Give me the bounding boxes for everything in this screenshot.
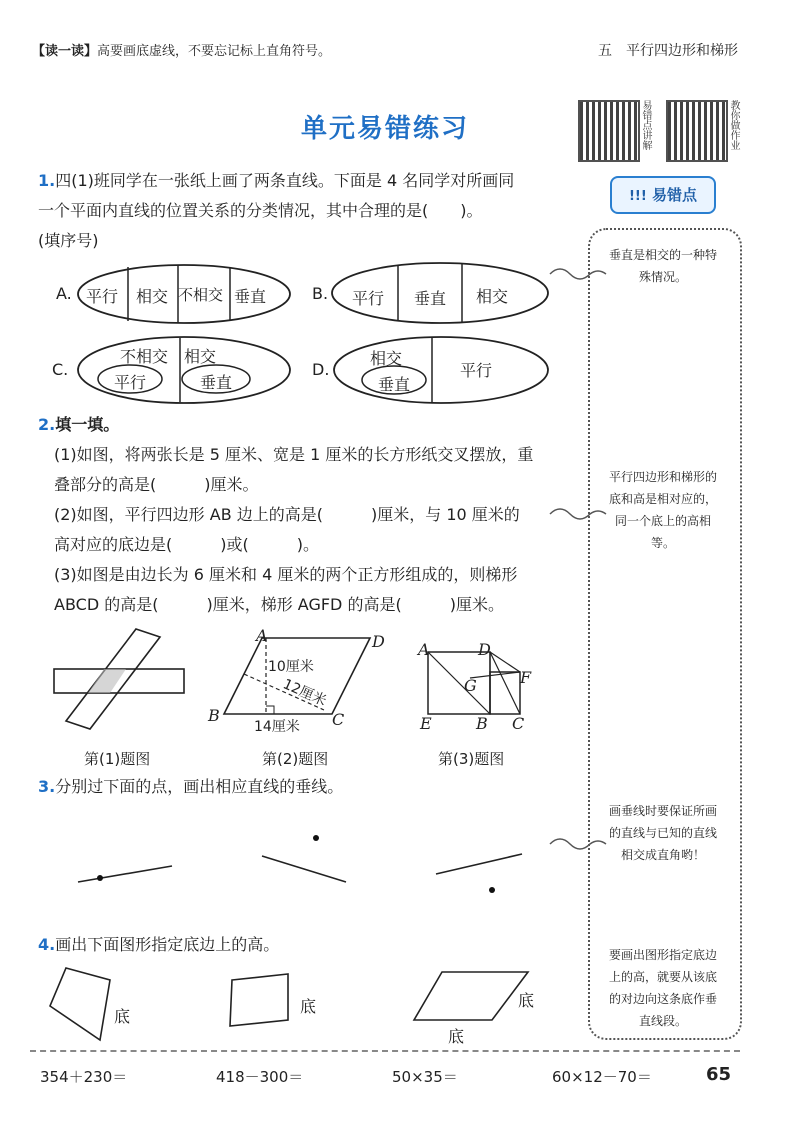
option-c-outer-2: 相交 <box>184 347 217 366</box>
qr-code-icon[interactable] <box>578 100 640 162</box>
q4-base-label-4: 底 <box>448 1027 465 1046</box>
q1-line2: 一个平面内直线的位置关系的分类情况，其中合理的是( )。 <box>38 201 483 220</box>
qr-caption-right: 教你做作业 <box>728 100 739 150</box>
option-d-right: 平行 <box>460 361 493 380</box>
arith-1: 354＋230＝ <box>40 1068 128 1086</box>
fig3-label-d: D <box>478 640 491 659</box>
option-b-part-1: 平行 <box>352 289 385 308</box>
q4-base-label-3: 底 <box>518 991 535 1010</box>
q3-number: 3. <box>38 777 56 796</box>
fig2-base-14: 14厘米 <box>254 719 300 735</box>
fig3-label-g: G <box>464 676 477 695</box>
q4-base-label-1: 底 <box>114 1007 131 1026</box>
fig3-label-e: E <box>420 714 432 733</box>
footer-divider <box>30 1050 740 1052</box>
q2-p2b: 高对应的底边是( )或( )。 <box>54 535 319 554</box>
q1-line1: 四(1)班同学在一张纸上画了两条直线。下面是 4 名同学对所画同 <box>55 171 515 190</box>
q2-p1b: 叠部分的高是( )厘米。 <box>54 475 259 494</box>
notes-sidebar <box>588 228 742 1040</box>
fig3-label-c: C <box>512 714 525 733</box>
option-c-inner-2: 垂直 <box>200 373 233 392</box>
q3-text <box>38 772 343 802</box>
q4-shapes <box>44 962 544 1044</box>
q1-text <box>38 166 558 256</box>
reading-tip-text: 高要画底虚线，不要忘记标上直角符号。 <box>97 44 332 59</box>
fig3-label-a: A <box>418 640 430 659</box>
option-c-outer-1: 不相交 <box>120 347 169 366</box>
caption-fig1: 第(1)题图 <box>84 750 151 768</box>
caption-fig2: 第(2)题图 <box>262 750 329 768</box>
exclaim-icon: !!! <box>628 189 647 204</box>
q2-text <box>38 410 578 620</box>
option-d-left: 相交 <box>370 349 403 368</box>
q2-number: 2. <box>38 415 56 434</box>
q1-line3: (填序号) <box>38 231 99 250</box>
fig2-label-b: B <box>208 706 220 725</box>
q3-lines-and-points <box>70 826 550 906</box>
q2-p3a: (3)如图是由边长为 6 厘米和 4 厘米的两个正方形组成的，则梯形 <box>54 565 518 584</box>
option-a-part-2: 相交 <box>136 287 169 306</box>
fig2-label-d: D <box>372 632 385 651</box>
arith-2: 418－300＝ <box>216 1068 304 1086</box>
error-point-badge <box>610 176 716 214</box>
badge-label: 易错点 <box>652 186 698 204</box>
fig2-height-10: 10厘米 <box>268 659 314 675</box>
q4-base-label-2: 底 <box>300 997 317 1016</box>
caption-fig3: 第(3)题图 <box>438 750 505 768</box>
note-4: 要画出图形指定底边上的高，就要从该底的对边向这条底作垂直线段。 <box>608 948 717 1028</box>
q2-p3b: ABCD 的高是( )厘米，梯形 AGFD 的高是( )厘米。 <box>54 595 504 614</box>
fig2-label-c: C <box>332 710 345 729</box>
page-number: 65 <box>706 1064 732 1085</box>
note-2: 平行四边形和梯形的底和高是相对应的，同一个底上的高相等。 <box>608 470 717 550</box>
q4-number: 4. <box>38 935 56 954</box>
qr-caption-left: 易错点讲解 <box>640 100 651 150</box>
reading-tip <box>32 40 331 59</box>
option-a-part-3: 不相交 <box>178 286 224 304</box>
option-b-part-3: 相交 <box>476 287 509 306</box>
option-a-part-4: 垂直 <box>234 287 267 306</box>
note-1: 垂直是相交的一种特殊情况。 <box>608 248 717 284</box>
q4-text <box>38 930 279 960</box>
q4-prompt: 画出下面图形指定底边上的高。 <box>55 935 280 954</box>
note-3: 画垂线时要保证所画的直线与已知的直线相交成直角哟！ <box>608 804 717 862</box>
arith-3: 50×35＝ <box>392 1068 458 1086</box>
fig3-label-b: B <box>476 714 488 733</box>
option-d-ellipse[interactable] <box>330 334 552 406</box>
option-c-inner-1: 平行 <box>114 373 147 392</box>
unit-title: 五 平行四边形和梯形 <box>598 43 738 59</box>
figure-1-crossed-strips <box>50 625 190 735</box>
arith-4: 60×12－70＝ <box>552 1068 652 1086</box>
option-b-part-2: 垂直 <box>414 289 447 308</box>
fig3-label-f: F <box>520 668 532 687</box>
fig2-label-a: A <box>256 626 268 645</box>
option-a-label: A. <box>56 284 72 303</box>
q2-heading: 填一填。 <box>55 415 120 434</box>
q1-number: 1. <box>38 171 56 190</box>
q2-p2a: (2)如图，平行四边形 AB 边上的高是( )厘米，与 10 厘米的 <box>54 505 520 524</box>
q3-prompt: 分别过下面的点，画出相应直线的垂线。 <box>55 777 344 796</box>
option-a-part-1: 平行 <box>86 287 119 306</box>
option-d-inner: 垂直 <box>378 375 411 394</box>
option-c-label: C. <box>52 360 69 379</box>
q2-p1a: (1)如图，将两张长是 5 厘米、宽是 1 厘米的长方形纸交叉摆放，重 <box>54 445 534 464</box>
option-b-label: B. <box>312 284 329 303</box>
qr-code-icon-2[interactable] <box>666 100 728 162</box>
fig2-height-12: 12厘米 <box>280 676 329 710</box>
reading-tip-tag: 【读一读】 <box>32 44 98 59</box>
option-d-label: D. <box>312 360 330 379</box>
page-title: 单元易错练习 <box>300 114 469 144</box>
